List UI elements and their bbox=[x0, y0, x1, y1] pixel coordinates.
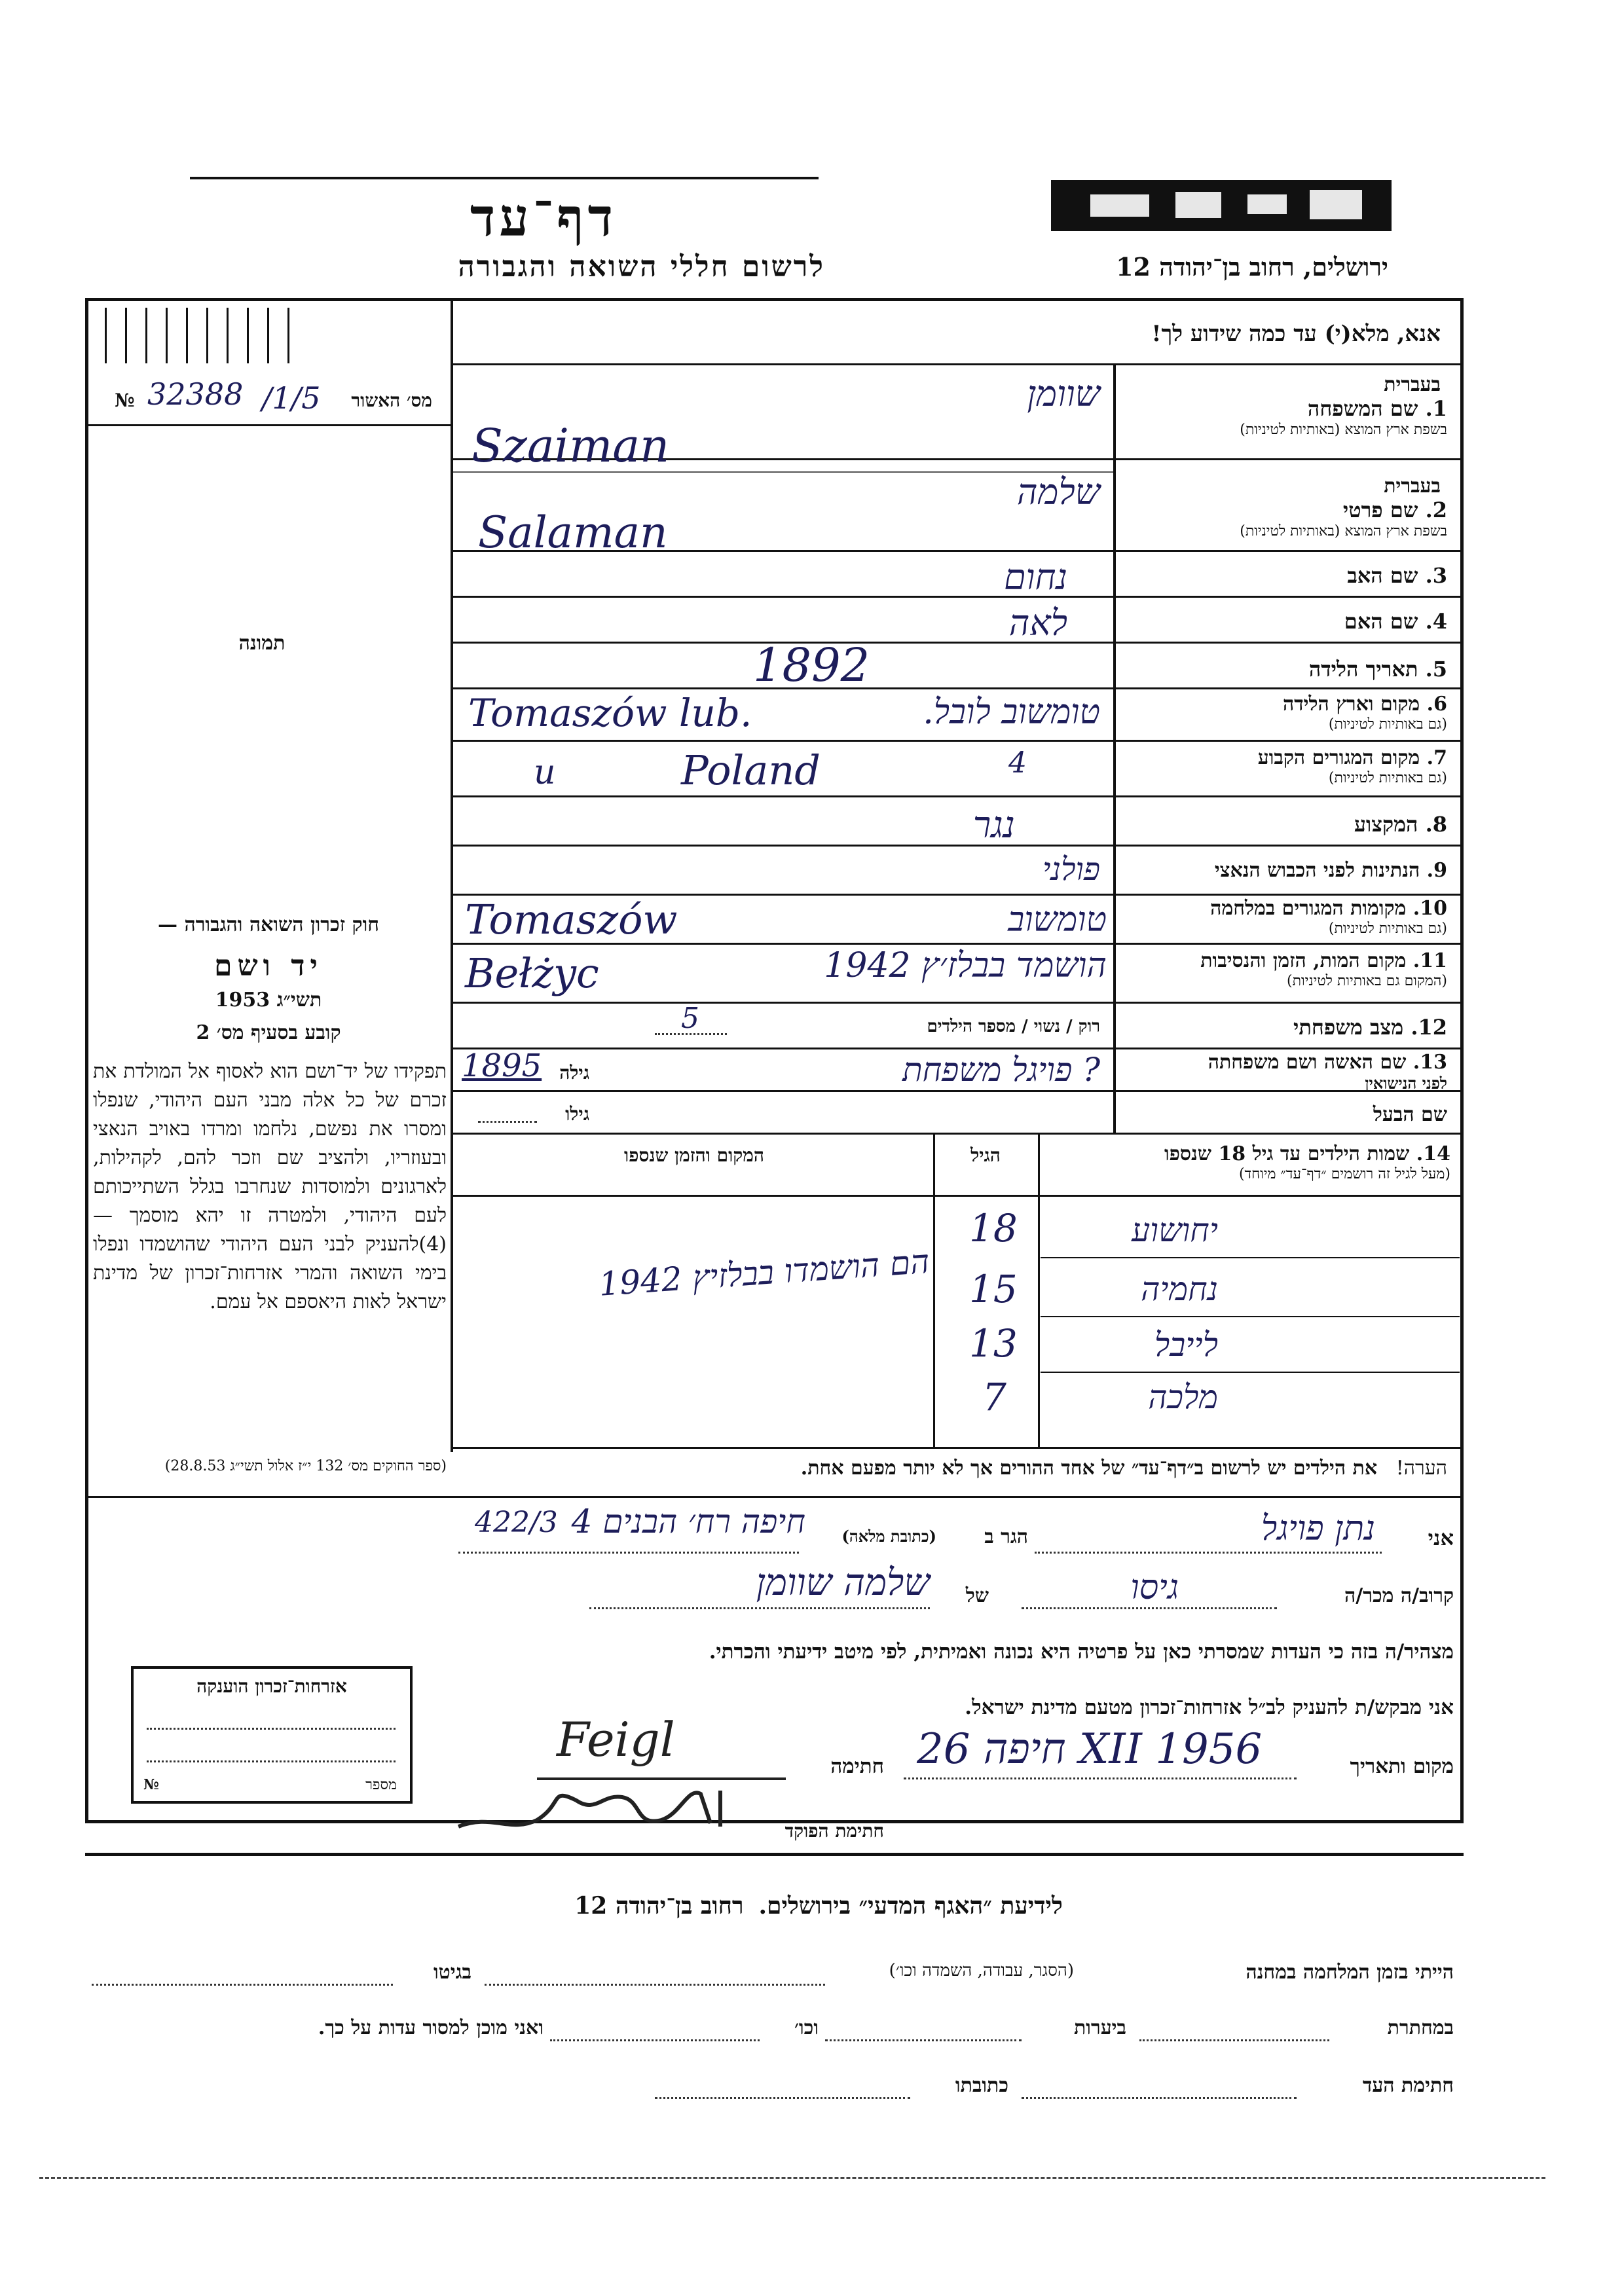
wife-age-value: 1895 bbox=[462, 1048, 542, 1084]
officer-signature bbox=[452, 1774, 753, 1840]
declaration-truth: מצהיר/ה בזה כי העדות שמסרתי כאן על פרטיה היא נכונה ואמיתית, לפי מיטב ידיעתי והכרתי. bbox=[709, 1640, 1454, 1664]
birthdate-value: 1892 bbox=[753, 638, 870, 692]
registry-suffix: /1/5 bbox=[262, 380, 321, 416]
wife-name: ? פויגל משפחת bbox=[902, 1051, 1100, 1089]
law-clause: קובע בסעיף מס׳ 2 bbox=[196, 1021, 341, 1044]
birthplace-latin: Tomaszów lub. bbox=[468, 691, 752, 735]
residence-latin: Poland bbox=[681, 746, 821, 794]
children-header: 14. שמות הילדים עד גיל 18 שנספו (מעל לגיל זה רושמים ״דף־עד״ מיוחד) bbox=[1164, 1142, 1450, 1182]
child-name: נחמיה bbox=[1141, 1270, 1218, 1308]
war-residence-hebrew: טומשוב bbox=[1008, 900, 1107, 939]
place-date-value: חיפה 26 XII 1956 bbox=[917, 1725, 1263, 1774]
field-birthdate-label: 5. תאריך הלידה bbox=[1308, 657, 1447, 682]
first-name-latin: Salaman bbox=[478, 507, 668, 558]
note: הערה! את הילדים יש לרשום ב״דף־עד״ של אחד ההורים אך לא יותר מפעם אחת. bbox=[800, 1457, 1447, 1480]
yad-vashem-logo bbox=[1051, 180, 1392, 231]
declarant-name: נתן פויגל bbox=[1261, 1509, 1375, 1548]
registry-value: 32388 bbox=[147, 376, 244, 412]
field-war-residence-label: 10. מקומות המגורים במלחמה (גם באותיות לטיניות) bbox=[1210, 897, 1447, 937]
mother-name: לאה bbox=[1008, 602, 1067, 644]
field-death-label: 11. מקום המות, הזמן והנסיבות (המקום גם באותיות לטיניות) bbox=[1200, 949, 1447, 989]
law-reference: (ספר החוקים מס׳ 132 י״ז אלול תשי״ג 28.8.53) bbox=[164, 1458, 447, 1474]
child-age: 7 bbox=[982, 1375, 1006, 1419]
intro-text: אנא, מלא(י) עד כמה שידוע לך! bbox=[1151, 321, 1441, 347]
relation-value: גיסו bbox=[1130, 1568, 1179, 1607]
residence-ditto: u bbox=[534, 753, 556, 792]
page-bottom-rule bbox=[39, 2177, 1545, 2179]
husband-age-label: גילו bbox=[565, 1103, 589, 1125]
law-name: יד ושם bbox=[214, 949, 323, 983]
law-year: תשי״ג 1953 bbox=[215, 989, 322, 1011]
family-name-latin: Szaiman bbox=[471, 419, 670, 473]
child-age: 13 bbox=[969, 1321, 1018, 1366]
field-father-label: 3. שם האב bbox=[1347, 563, 1447, 588]
field-first-name-label: בעברית 2. שם פרטי בשפת ארץ המוצא (באותיות לטיניות) bbox=[1240, 475, 1447, 539]
form-subtitle: לרשום חללי השואה והגבורה bbox=[458, 250, 825, 283]
marital-options: רוק / נשוי / מספר הילדים bbox=[927, 1017, 1100, 1036]
field-family-name-label: בעברית 1. שם המשפחה בשפת ארץ המוצא (באותיות לטיניות) bbox=[1240, 373, 1447, 438]
family-name-hebrew: שוומן bbox=[1027, 373, 1100, 414]
children-age-header: הגיל bbox=[970, 1144, 1001, 1166]
registry-number: № 32388 /1/5 מס׳ האשור bbox=[115, 376, 432, 416]
label-column-divider bbox=[1113, 363, 1116, 1133]
declaration-request: אני מבקש/ת להעניק לב״ל אזרחות־זכרון מטעם מדינת ישראל. bbox=[965, 1696, 1454, 1719]
law-body: תפקידו של יד־ושם הוא לאסוף אל המולדת את זכרם של כל אלה מבני העם היהודי, שנפלו ומסרו את נפשם, נלחמו ומרדו באויב הנאצי ובעוזריו, ולהציב שם וזכר להם, לקהילות, לארגונים ולמוסדות שנחרבו בגלל השתייכותם לעם היהודי, ולמטרה זו יהא מוסמך — (4)להעניק לבני העם היהודי שהושמדו ונפלו בימי השואה והמרי אזרחות־זכרון של מדינת ישראל לאות היאספם אל עמם. bbox=[93, 1060, 447, 1313]
field-residence-label: 7. מקום המגורים הקבוע (גם באותיות לטיניות) bbox=[1257, 746, 1447, 786]
children-count: 5 bbox=[681, 1002, 699, 1035]
first-name-hebrew: שלמה bbox=[1016, 471, 1100, 513]
birthplace-hebrew: טומשוב לובל. bbox=[923, 693, 1100, 732]
photo-label: תמונה bbox=[238, 632, 286, 655]
child-name: לייבל bbox=[1154, 1326, 1218, 1364]
field-wife-label: 13. שם האשה ושם משפחתה לפני הנישואין bbox=[1208, 1051, 1447, 1093]
death-hebrew: הושמד בבלז׳ץ 1942 bbox=[824, 946, 1107, 985]
left-column-divider bbox=[451, 300, 453, 1452]
footer-rule bbox=[85, 1853, 1464, 1856]
declarant-address: חיפה רח׳ הבנים 4 bbox=[571, 1503, 805, 1540]
header-address: ירושלים, רחוב בן־יהודה 12 bbox=[1116, 252, 1388, 282]
death-latin: Bełżyc bbox=[465, 949, 599, 997]
child-name: מלכה bbox=[1148, 1378, 1218, 1416]
footer-heading: לידיעת ״האגף המדעי״ בירושלים. רחוב בן־יהודה 12 bbox=[574, 1892, 1063, 1920]
header-rule bbox=[190, 177, 819, 179]
declarant-signature: Feigl bbox=[557, 1712, 675, 1767]
child-age: 18 bbox=[969, 1206, 1018, 1250]
victim-name-repeat: שלמה שוומן bbox=[756, 1561, 930, 1604]
law-title: חוק זכרון השואה והגבורה — bbox=[158, 913, 379, 936]
children-place-header: המקום והזמן שנספו bbox=[624, 1144, 764, 1166]
declarant-address-number: 422/3 bbox=[475, 1506, 558, 1539]
father-name: נחום bbox=[1003, 556, 1067, 598]
form-title: דף־עד bbox=[470, 187, 618, 248]
tally-boxes bbox=[105, 308, 432, 363]
citizenship-box: אזרחות־זכרון הוענקה מספר № bbox=[131, 1666, 413, 1804]
residence-number: 4 bbox=[1008, 746, 1027, 780]
wife-age-label: גילה bbox=[559, 1062, 589, 1084]
field-birthplace-label: 6. מקום וארץ הלידה (גם באותיות לטיניות) bbox=[1282, 693, 1447, 733]
child-age: 15 bbox=[969, 1267, 1018, 1311]
registry-label: מס׳ האשור bbox=[351, 390, 432, 411]
field-mother-label: 4. שם האם bbox=[1344, 609, 1447, 634]
field-husband-label: שם הבעל bbox=[1373, 1103, 1447, 1126]
children-place-value: הם הושמדו בבלזיץ 1942 bbox=[597, 1242, 931, 1303]
nationality-value: פולני bbox=[1042, 851, 1100, 888]
field-marital-label: 12. מצב משפחתי bbox=[1293, 1015, 1447, 1040]
profession-value: נגר bbox=[972, 804, 1015, 847]
child-name: יחושוע bbox=[1132, 1211, 1218, 1249]
field-nationality-label: 9. הנתינות לפני הכבוש הנאצי bbox=[1214, 859, 1447, 882]
field-profession-label: 8. המקצוע bbox=[1354, 812, 1447, 837]
war-residence-latin: Tomaszów bbox=[465, 896, 678, 943]
